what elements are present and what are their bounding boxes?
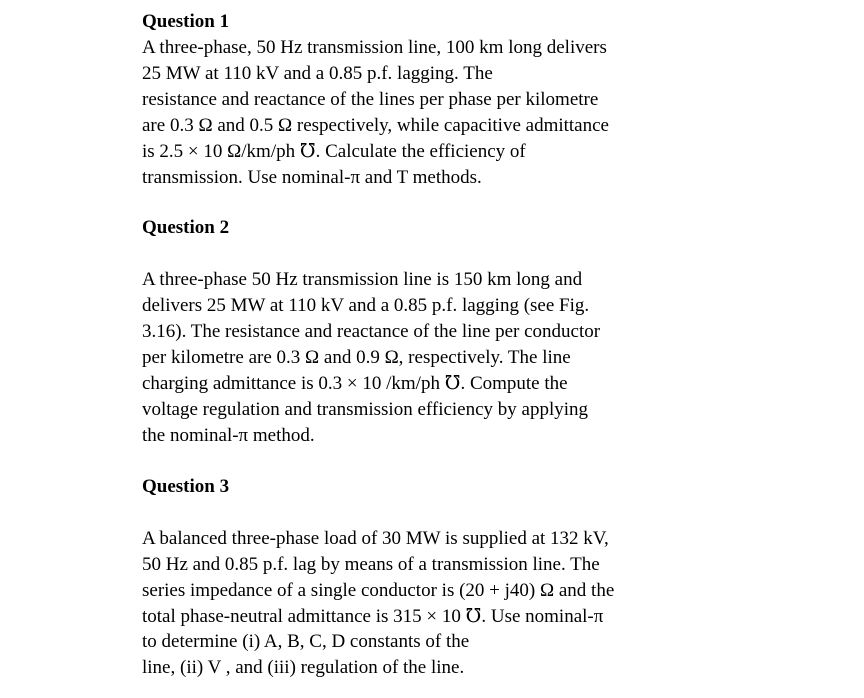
- question-2-line-7: the nominal-π method.: [142, 424, 315, 446]
- document-page: [142, 9, 682, 681]
- question-2-line-2: delivers 25 MW at 110 kV and a 0.85 p.f. lagging (see Fig.: [142, 295, 590, 317]
- question-3: [142, 474, 682, 681]
- spacer: [142, 500, 682, 526]
- question-2-line-1: A three-phase 50 Hz transmission line is 150 km long and: [142, 269, 583, 291]
- question-2-line-6: voltage regulation and transmission efficiency by applying: [142, 398, 589, 420]
- question-2-title: Question 2: [142, 217, 230, 239]
- question-3-line-6: line, (ii) V , and (iii) regulation of the line.: [142, 657, 465, 679]
- spacer: [142, 190, 682, 215]
- question-1-line-6: transmission. Use nominal-π and T methods.: [142, 166, 482, 188]
- question-2-line-3: 3.16). The resistance and reactance of the line per conductor: [142, 321, 601, 343]
- question-3-title: Question 3: [142, 475, 230, 497]
- question-1: [142, 9, 682, 190]
- question-3-line-5: to determine (i) A, B, C, D constants of the: [142, 631, 470, 653]
- question-2: [142, 215, 682, 448]
- question-1-line-2: 25 MW at 110 kV and a 0.85 p.f. lagging. The: [142, 62, 493, 84]
- spacer: [142, 241, 682, 267]
- question-3-line-1: A balanced three-phase load of 30 MW is supplied at 132 kV,: [142, 527, 609, 549]
- question-1-line-3: resistance and reactance of the lines per phase per kilometre: [142, 88, 599, 110]
- question-1-line-5: is 2.5 × 10 Ω/km/ph ℧. Calculate the efficiency of: [142, 140, 526, 162]
- question-2-line-5: charging admittance is 0.3 × 10 /km/ph ℧. Compute the: [142, 373, 568, 395]
- question-1-title: Question 1: [142, 11, 230, 32]
- question-1-line-4: are 0.3 Ω and 0.5 Ω respectively, while capacitive admittance: [142, 114, 609, 136]
- question-2-line-4: per kilometre are 0.3 Ω and 0.9 Ω, respectively. The line: [142, 347, 571, 369]
- question-3-line-2: 50 Hz and 0.85 p.f. lag by means of a transmission line. The: [142, 553, 600, 575]
- question-1-line-1: A three-phase, 50 Hz transmission line, 100 km long delivers: [142, 37, 607, 58]
- question-3-line-3: series impedance of a single conductor is (20 + j40) Ω and the: [142, 579, 615, 601]
- spacer: [142, 449, 682, 474]
- question-3-line-4: total phase-neutral admittance is 315 × 10 ℧. Use nominal-π: [142, 605, 604, 627]
